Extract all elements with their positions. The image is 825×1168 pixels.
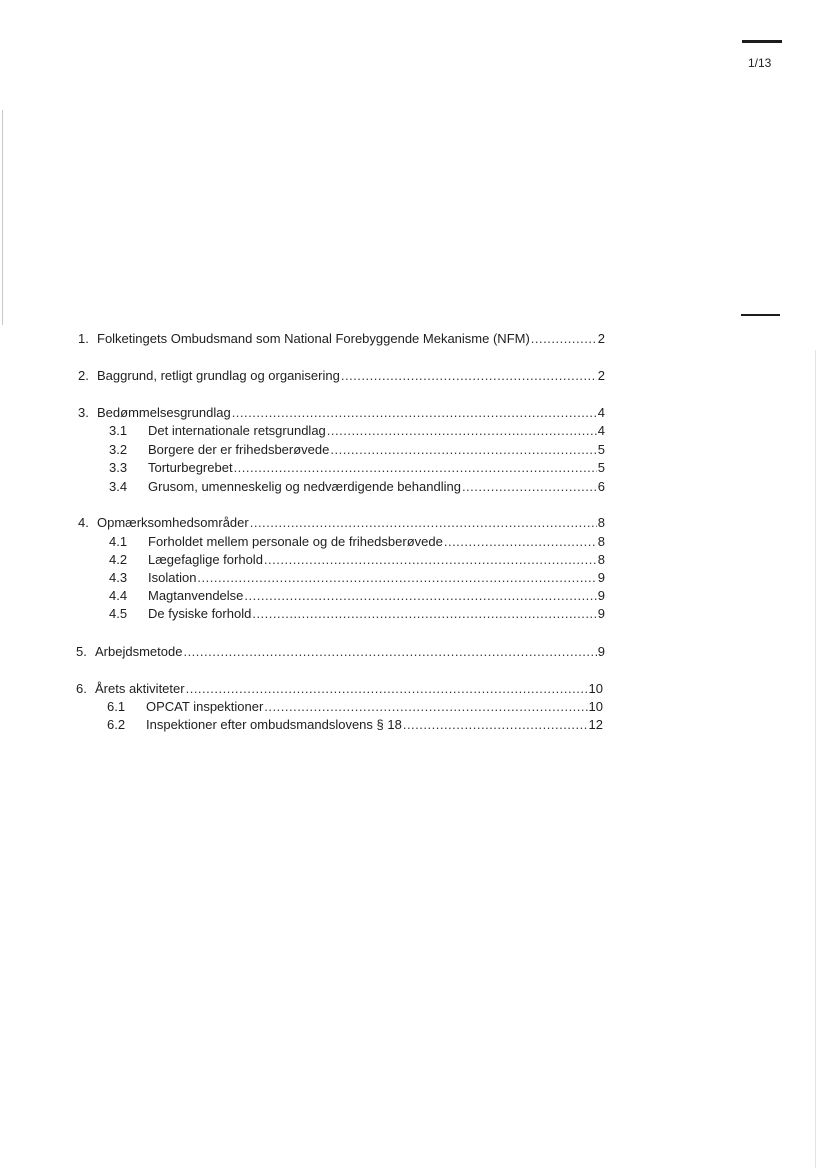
toc-entry-number: 6.1	[107, 699, 126, 714]
dot-leader	[264, 698, 587, 716]
dot-leader	[403, 716, 588, 734]
toc-entry-title: Årets aktiviteter	[95, 681, 185, 696]
toc-entry-3[interactable]	[78, 404, 605, 422]
toc-entry-3-2[interactable]	[109, 441, 605, 459]
toc-entry-6-1[interactable]	[107, 698, 603, 716]
toc-entry-title: Baggrund, retligt grundlag og organisering	[97, 368, 340, 383]
toc-entry-page: 6	[597, 479, 605, 494]
toc-entry-4-3[interactable]	[109, 569, 605, 587]
dot-leader	[444, 533, 597, 551]
toc-entry-6[interactable]	[76, 680, 603, 698]
toc-entry-3-4[interactable]	[109, 478, 605, 496]
toc-entry-number: 4.3	[109, 570, 128, 585]
toc-entry-page: 9	[597, 570, 605, 585]
dot-leader	[462, 478, 597, 496]
dot-leader	[264, 551, 597, 569]
toc-entry-title: Det internationale retsgrundlag	[148, 423, 326, 438]
toc-entry-title: Magtanvendelse	[148, 588, 244, 603]
toc-entry-number: 3.3	[109, 460, 128, 475]
toc-entry-page: 10	[588, 681, 603, 696]
toc-entry-6-2[interactable]	[107, 716, 603, 734]
toc-entry-page: 10	[588, 699, 603, 714]
toc-entry-page: 5	[597, 442, 605, 457]
toc-entry-4[interactable]	[78, 514, 605, 532]
toc-entry-number: 4.4	[109, 588, 128, 603]
toc-entry-2[interactable]	[78, 367, 605, 385]
toc-entry-title: De fysiske forhold	[148, 606, 252, 621]
dot-leader	[531, 330, 597, 348]
toc-entry-number: 5.	[76, 644, 87, 659]
toc-entry-title: Inspektioner efter ombudsmandslovens § 18	[146, 717, 402, 732]
toc-entry-number: 3.4	[109, 479, 128, 494]
toc-entry-4-4[interactable]	[109, 587, 605, 605]
toc-entry-title: Borgere der er frihedsberøvede	[148, 442, 330, 457]
toc-entry-page: 8	[597, 534, 605, 549]
toc-entry-5[interactable]	[76, 643, 605, 661]
dot-leader	[330, 441, 596, 459]
toc-entry-number: 6.	[76, 681, 87, 696]
dot-leader	[252, 605, 596, 623]
toc-entry-number: 2.	[78, 368, 89, 383]
toc-entry-page: 12	[588, 717, 603, 732]
toc-entry-title: Lægefaglige forhold	[148, 552, 263, 567]
toc-entry-page: 5	[597, 460, 605, 475]
toc-entry-4-2[interactable]	[109, 551, 605, 569]
dot-leader	[197, 569, 596, 587]
toc-entry-number: 3.1	[109, 423, 128, 438]
toc-entry-number: 4.5	[109, 606, 128, 621]
toc-entry-number: 4.1	[109, 534, 128, 549]
dot-leader	[244, 587, 596, 605]
toc-entry-page: 2	[597, 331, 605, 346]
toc-entry-page: 9	[597, 588, 605, 603]
toc-entry-title: Opmærksomhedsområder	[97, 515, 249, 530]
toc-entry-page: 8	[597, 515, 605, 530]
toc-entry-number: 4.	[78, 515, 89, 530]
toc-entry-title: OPCAT inspektioner	[146, 699, 264, 714]
page-indicator: 1/13	[748, 56, 772, 70]
dot-leader	[234, 459, 597, 477]
toc-entry-page: 9	[597, 644, 605, 659]
toc-entry-number: 4.2	[109, 552, 128, 567]
toc-entry-title: Grusom, umenneskelig og nedværdigende behandling	[148, 479, 461, 494]
toc-entry-4-1[interactable]	[109, 533, 605, 551]
dot-leader	[186, 680, 588, 698]
toc-entry-3-3[interactable]	[109, 459, 605, 477]
toc-entry-number: 6.2	[107, 717, 126, 732]
toc-entry-page: 4	[597, 405, 605, 420]
toc-entry-number: 3.	[78, 405, 89, 420]
dot-leader	[327, 422, 597, 440]
toc-entry-title: Isolation	[148, 570, 197, 585]
toc-entry-1[interactable]	[78, 330, 605, 348]
dot-leader	[232, 404, 597, 422]
toc-entry-number: 3.2	[109, 442, 128, 457]
toc-entry-page: 4	[597, 423, 605, 438]
dot-leader	[341, 367, 597, 385]
toc-entry-number: 1.	[78, 331, 89, 346]
dot-leader	[250, 514, 597, 532]
toc-entry-title: Torturbegrebet	[148, 460, 233, 475]
toc-entry-title: Folketingets Ombudsmand som National Forebyggende Mekanisme (NFM)	[97, 331, 530, 346]
dot-leader	[183, 643, 596, 661]
toc-entry-page: 9	[597, 606, 605, 621]
toc-entry-title: Forholdet mellem personale og de frihedsberøvede	[148, 534, 443, 549]
toc-entry-4-5[interactable]	[109, 605, 605, 623]
toc-entry-title: Arbejdsmetode	[95, 644, 183, 659]
toc-entry-3-1[interactable]	[109, 422, 605, 440]
toc-entry-page: 2	[597, 368, 605, 383]
toc-entry-page: 8	[597, 552, 605, 567]
toc-entry-title: Bedømmelsesgrundlag	[97, 405, 231, 420]
